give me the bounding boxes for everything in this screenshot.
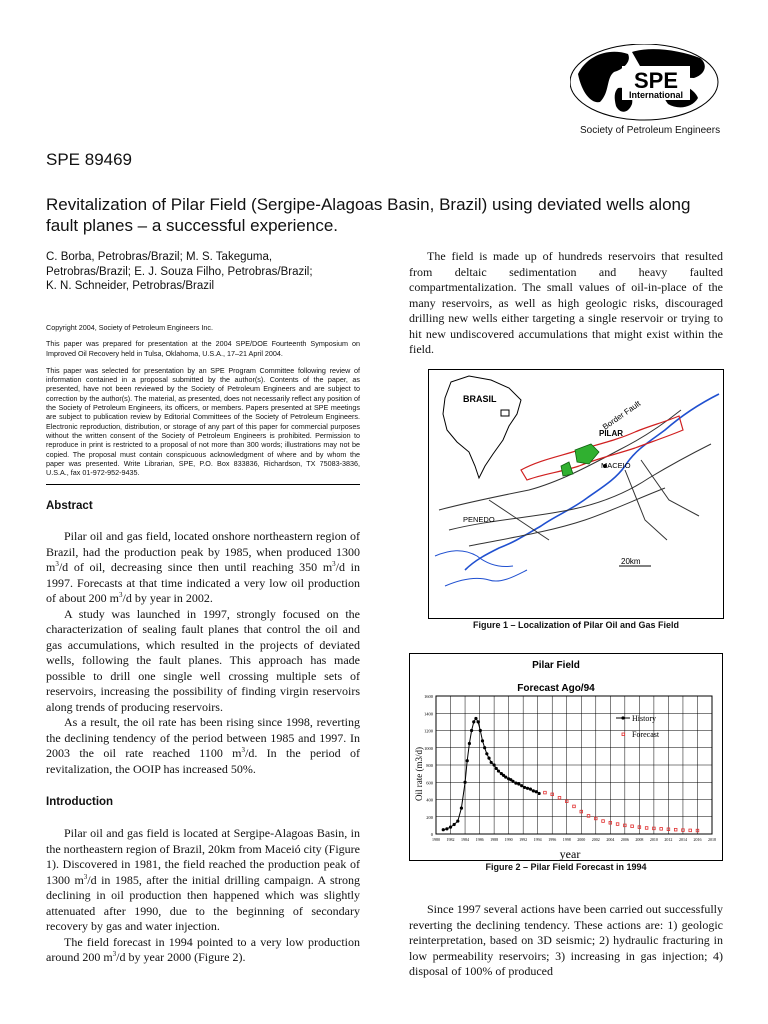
brazil-outline (443, 376, 521, 478)
copyright-block (46, 323, 360, 477)
history-point (487, 757, 490, 760)
history-point (535, 790, 538, 793)
pilar-field (561, 462, 573, 476)
y-tick-label: 0 (430, 832, 433, 837)
forecast-point (587, 815, 590, 818)
globe-icon (570, 44, 720, 138)
abstract-body (46, 529, 360, 777)
abstract-text: /d by year in 2002. (122, 591, 213, 605)
history-point (445, 827, 448, 830)
superscript: 3 (119, 591, 123, 599)
x-tick-label: 1982 (446, 837, 455, 842)
logo-text: SPE (633, 68, 679, 93)
x-tick-label: 2008 (635, 837, 644, 842)
x-tick-label: 1980 (432, 837, 440, 842)
authors (46, 250, 313, 294)
abstract-text: Pilar oil and gas field, located onshore northeastern region of Brazil, had the production peak by 1985, when produced 1300 m (46, 529, 360, 574)
y-tick-label: 400 (426, 797, 433, 803)
x-tick-label: 2014 (678, 837, 687, 842)
history-point (477, 720, 480, 723)
x-tick-label: 1986 (475, 837, 484, 842)
river (445, 570, 527, 586)
introduction-heading: Introduction (46, 796, 114, 808)
chart-ticks (424, 694, 716, 842)
chart-svg (410, 654, 722, 860)
y-tick-label: 800 (426, 763, 433, 768)
y-tick-label: 200 (426, 814, 433, 820)
history-point (511, 780, 514, 783)
superscript: 3 (112, 950, 117, 958)
chart-ylabel: Oil rate (m3/d) (414, 747, 424, 801)
history-point (442, 828, 445, 831)
superscript: 3 (241, 746, 246, 754)
author-line: Petrobras/Brazil; E. J. Souza Filho, Petrobras/Brazil; (46, 265, 313, 278)
superscript: 3 (55, 560, 59, 568)
author-line: C. Borba, Petrobras/Brazil; M. S. Takeguma, (46, 251, 273, 263)
label-scale: 20km (621, 557, 641, 566)
abstract-text: As a result, the oil rate has been rising since 1998, reverting the declining tendency of the period between 1985 and 1997. In 2003 the oil rate reached 1100 m (46, 715, 360, 760)
abstract-paragraph: A study was launched in 1997, strongly focused on the characterization of sealing fault planes that control the oil and gas accumulations, which resulted in the projects of deviated wells, following the fault planes. This approach has made possible to drill one single well crossing multiple sets of reservoirs, increasing the possibility of finding virgin reservoirs along trends of producing reservoirs. (46, 606, 360, 714)
x-tick-label: 2010 (649, 837, 658, 842)
history-point (529, 788, 532, 791)
chart-subtitle: Forecast Ago/94 (517, 683, 595, 694)
history-point (483, 746, 486, 749)
chart-grid (436, 696, 712, 834)
right-paragraph-2: Since 1997 several actions have been carried out successfully reverting the declining tendency. These actions are: 1) geologic reinterpretation, based on 3D seismic; 2) hydraulic fracturing in low permeability reservoirs; 3) increasing in gas injection; 4) disposal of 100% of produced (409, 902, 723, 978)
chart-title: Pilar Field (532, 660, 580, 671)
x-tick-label: 1990 (504, 837, 513, 842)
figure1-caption: Figure 1 – Localization of Pilar Oil and Gas Field (472, 620, 680, 630)
copyright-disclaimer: This paper was selected for presentation by an SPE Program Committee following review of information contained in a proposal submitted by the author(s). Contents of the paper, as presented, have not been reviewed by the Society of Petroleum Engineers and are subject to correction by the author(s). The material, as presented, does not necessarily reflect any position of the Society of Petroleum Engineers, its officers, or members. Papers presented at SPE meetings are subject to publication review by Editorial Committees of the Society of Petroleum Engineers. Electronic reproduction, distribution, or storage of any part of this paper for commercial purposes without the written consent of the Society of Petroleum Engineers is prohibited. Permission to reproduce in print is restricted to a proposal of not more than 300 words; illustrations may not be copied. The proposal must contain conspicuous acknowledgment of where and by whom the paper was presented. Write Librarian, SPE, P.O. Box 833836, Richardson, TX 75083-3836, U.S.A., fax 01-972-952-9435. (46, 365, 360, 478)
y-tick-label: 1600 (424, 694, 433, 699)
x-tick-label: 1984 (461, 837, 470, 842)
author-line: K. N. Schneider, Petrobras/Brazil (46, 280, 215, 292)
superscript: 3 (332, 560, 336, 568)
intro-text: The field forecast in 1994 pointed to a very low production around 200 m (46, 934, 360, 964)
x-tick-label: 1996 (548, 837, 557, 842)
history-point (449, 826, 452, 829)
history-point (504, 775, 507, 778)
history-point (523, 786, 526, 789)
figure1-map (428, 369, 724, 619)
history-point (497, 769, 500, 772)
history-point (485, 752, 488, 755)
copyright-line: Copyright 2004, Society of Petroleum Engineers Inc. (46, 323, 214, 332)
history-point (517, 782, 520, 785)
legend-forecast-marker (622, 733, 625, 736)
history-point (495, 767, 498, 770)
abstract-text: /d. In the period of revitalization, the OOIP has increased 50%. (46, 746, 360, 776)
x-tick-label: 2002 (591, 837, 600, 842)
x-tick-label: 2016 (693, 837, 702, 842)
forecast-point (674, 828, 677, 831)
intro-text: /d in 1985, after the initial drilling campaign. A strong declining in oil production then happened which was slightly attenuated after 1990, due to the beginning of secondary recovery by gas and water injection. (46, 872, 360, 933)
history-point (526, 787, 529, 790)
x-tick-label: 2000 (577, 837, 586, 842)
history-point (470, 729, 473, 732)
label-border-fault: Border Fault (600, 399, 643, 432)
y-tick-label: 1000 (424, 745, 433, 751)
forecast-point (558, 796, 561, 799)
forecast-point (631, 825, 634, 828)
chart-xlabel: year (559, 847, 581, 860)
history-point (466, 759, 469, 762)
society-name: Society of Petroleum Engineers (580, 125, 721, 136)
history-point (479, 729, 482, 732)
legend-history-label: History (632, 714, 656, 723)
history-point (532, 789, 535, 792)
history-point (514, 782, 517, 785)
forecast-point (689, 829, 692, 832)
x-tick-label: 1988 (490, 837, 499, 842)
forecast-point (616, 823, 619, 826)
x-tick-label: 2004 (606, 837, 615, 842)
figure2-caption: Figure 2 – Pilar Field Forecast in 1994 (485, 862, 647, 872)
fault-line (641, 460, 699, 516)
forecast-point (544, 791, 547, 794)
forecast-point (645, 827, 648, 830)
spe-logo (570, 44, 720, 138)
y-tick-label: 1400 (424, 711, 433, 717)
legend-forecast-label: Forecast (632, 730, 660, 739)
figure2-chart (409, 653, 723, 861)
history-point (463, 781, 466, 784)
forecast-point (573, 805, 576, 808)
river (435, 551, 513, 567)
x-tick-label: 2018 (708, 837, 716, 842)
copyright-presentation: This paper was prepared for presentation at the 2004 SPE/DOE Fourteenth Symposium on Improved Oil Recovery held in Tulsa, Oklahoma, U.S.A., 17–21 April 2004. (46, 339, 360, 358)
chart-legend (616, 714, 660, 739)
abstract-heading: Abstract (46, 500, 93, 512)
x-tick-label: 1992 (519, 837, 528, 842)
forecast-point (602, 820, 605, 823)
intro-text: /d by year 2000 (Figure 2). (116, 950, 246, 964)
history-point (468, 742, 471, 745)
history-point (456, 819, 459, 822)
history-point (493, 763, 496, 766)
forecast-point (660, 828, 663, 831)
logo-sub: International (628, 90, 684, 100)
history-point (538, 792, 541, 795)
copyright-rule (46, 484, 360, 485)
paper-title: Revitalization of Pilar Field (Sergipe-Alagoas Basin, Brazil) using deviated wells along fault planes – a successful experience. (46, 195, 691, 235)
abstract-text: /d of oil, decreasing since then until reaching 350 m (58, 560, 333, 574)
history-point (474, 717, 477, 720)
x-tick-label: 2012 (664, 837, 673, 842)
pilar-field (575, 444, 599, 464)
history-point (460, 807, 463, 810)
history-line (443, 718, 539, 829)
label-penedo: PENEDO (463, 515, 495, 524)
label-pilar: PILAR (599, 429, 623, 438)
y-tick-label: 1200 (424, 728, 433, 734)
history-point (520, 784, 523, 787)
label-maceio: MACEIO (601, 461, 631, 470)
abstract-text: /d in 1997. Forecasts at that time indicated a very low oil production of about 200 m (46, 560, 360, 605)
history-point (453, 823, 456, 826)
chart-marks (442, 717, 699, 832)
y-tick-label: 600 (426, 780, 433, 786)
history-point (490, 761, 493, 764)
right-paragraph-1: The field is made up of hundreds reservoirs that resulted from deltaic sedimentation and heavy faulted compartmentalization. The small values of oil-in-place of the many reservoirs, as well as high geologic risks, discouraged drilling new wells either targeting a single reservoir or trying to hit new undiscovered accumulations that might exist within the field. (409, 249, 723, 356)
legend-history-marker (621, 716, 624, 719)
history-point (481, 739, 484, 742)
x-tick-label: 1994 (533, 837, 542, 842)
label-brasil: BRASIL (463, 394, 497, 404)
history-point (472, 720, 475, 723)
x-tick-label: 1998 (562, 837, 571, 842)
fault-line (489, 500, 549, 540)
introduction-body (46, 826, 360, 966)
paper-number: SPE 89469 (46, 150, 133, 169)
intro-text: Pilar oil and gas field is located at Sergipe-Alagoas Basin, in the northeastern region of Brazil, 20km from Maceió city (Figure 1). Discovered in 1981, the field reached the production peak of 1300 m (46, 826, 360, 887)
superscript: 3 (83, 872, 88, 881)
x-tick-label: 2006 (620, 837, 629, 842)
